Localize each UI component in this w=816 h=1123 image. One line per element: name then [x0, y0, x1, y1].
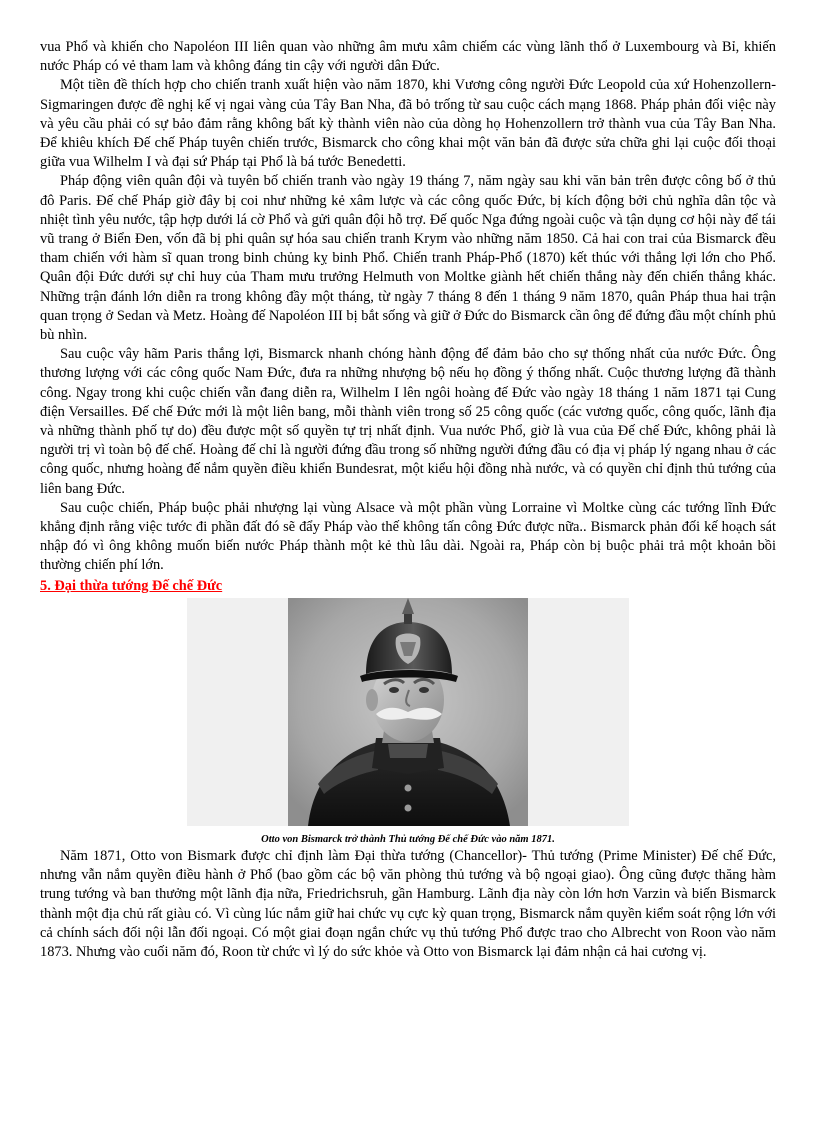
paragraph: vua Phổ và khiến cho Napoléon III liên quan vào những âm mưu xâm chiếm các vùng lãnh thổ ở Luxembourg và Bỉ, khiến nước Pháp có vẻ tham lam và không đáng tin cậy với người dân Đức.: [40, 39, 776, 75]
paragraph: Sau cuộc chiến, Pháp buộc phải nhượng lại vùng Alsace và một phần vùng Lorraine vì Moltke cùng các tướng lĩnh Đức khẳng định rằng việc tước đi phần đất đó sẽ đẩy Pháp vào thế không tấn công Đức được nữa.. Bismarck phản đối kế hoạch sát nhập đó vì ông không muốn biến nước Pháp thành một kẻ thù lâu dài. Ngoài ra, Pháp còn bị buộc phải trả một khoản bồi thường chiến phí lớn.: [40, 499, 776, 574]
figure-caption: Otto von Bismarck trở thành Thủ tướng Đế chế Đức vào năm 1871.: [261, 833, 555, 845]
portrait-photo: [288, 598, 528, 826]
figure: [40, 598, 776, 847]
paragraph: Một tiền đề thích hợp cho chiến tranh xuất hiện vào năm 1870, khi Vương công người Đức Leopold của xứ Hohenzollern-Sigmaringen được đề nghị kế vị ngai vàng của Tây Ban Nha, đã bỏ trống từ sau cuộc cách mạng 1868. Pháp phản đối việc này và yêu cầu phải có sự bảo đảm rằng không bất kỳ thành viên nào của dòng họ Hohenzollern trở thành vua của Tây Ban Nha. Để khiêu khích Đế chế Pháp tuyên chiến trước, Bismarck cho công khai một văn bản đã được sửa chữa ghi lại cuộc đối thoại giữa vua Wilhelm I và đại sứ Pháp tại Phổ là bá tước Benedetti.: [40, 77, 776, 171]
paragraph: Sau cuộc vây hãm Paris thắng lợi, Bismarck nhanh chóng hành động để đảm bảo cho sự thống nhất của nước Đức. Ông thương lượng với các công quốc Nam Đức, đưa ra những nhượng bộ nếu họ đồng ý thống nhất. Cuộc thương lượng đã thành công. Ngay trong khi cuộc chiến vẫn đang diễn ra, Wilhelm I lên ngôi hoàng đế Đức vào ngày 18 tháng 1 năm 1871 tại Cung điện Versailles. Đế chế Đức mới là một liên bang, mỗi thành viên trong số 25 công quốc (các vương quốc, công quốc, lãnh địa và những thành phố tự do) đều được một số quyền tự trị nhất định. Vua nước Phổ, giờ là vua của Đế chế Đức, không phải là người trị vì toàn bộ đế chế. Hoàng đế chỉ là người đứng đầu trong số những người đứng đầu có địa vị pháp lý ngang nhau ở các công quốc, nhưng hoàng đế nắm quyền điều khiển Bundesrat, một kiểu hội đồng nhà nước, và có quyền chỉ định thủ tướng của liên bang Đức.: [40, 346, 776, 497]
figure-frame: [187, 598, 629, 826]
section-heading: 5. Đại thừa tướng Đế chế Đức: [40, 577, 223, 594]
document-page: [40, 38, 776, 962]
paragraph: Pháp động viên quân đội và tuyên bố chiến tranh vào ngày 19 tháng 7, năm ngày sau khi văn bản trên được công bố ở thủ đô Paris. Đế chế Pháp giờ đây bị coi như những kẻ xâm lược và các công quốc Đức, bị kích động bởi chủ nghĩa dân tộc và nhiệt tình yêu nước, tập hợp dưới lá cờ Phổ và gửi quân đội hỗ trợ. Đế quốc Nga đứng ngoài cuộc và tận dụng cơ hội này để tái vũ trang ở Biển Đen, vốn đã bị phi quân sự hóa sau chiến tranh Krym vào những năm 1850. Cả hai con trai của Bismarck đều tham chiến với hàm sĩ quan trong binh chủng kỵ binh Phổ. Chiến tranh Pháp-Phổ (1870) kết thúc với thắng lợi lớn cho Phổ. Quân đội Đức dưới sự chỉ huy của Tham mưu trưởng Helmuth von Moltke giành hết chiến thắng này đến chiến thắng khác. Những trận đánh lớn diễn ra trong không đầy một tháng, từ ngày 7 tháng 8 đến 1 tháng 9 năm 1870, quân Pháp thua hai trận quan trọng ở Sedan và Metz. Hoàng đế Napoléon III bị bắt sống và giữ ở Đức do Bismarck cần ông để đứng đầu một chính phủ bù nhìn.: [40, 173, 776, 344]
paragraph: Năm 1871, Otto von Bismark được chỉ định làm Đại thừa tướng (Chancellor)- Thủ tướng (Prime Minister) Đế chế Đức, nhưng vẫn nắm quyền điều hành ở Phổ (bao gồm các bộ văn phòng thủ tướng và bộ ngoại giao). Ông cũng được thăng hàm trung tướng và ban thưởng một lãnh địa nữa, Friedrichsruh, gần Hamburg. Lãnh địa này còn lớn hơn Varzin và biến Bismarck thành một địa chủ rất giàu có. Vì cùng lúc nắm giữ hai chức vụ cực kỳ quan trọng, Bismarck nắm quyền kiểm soát rộng lớn với cả chính sách đối nội lẫn đối ngoại. Có một giai đoạn ngắn chức vụ thủ tướng Phổ được trao cho Albrecht von Roon vào năm 1873. Nhưng vào cuối năm đó, Roon từ chức vì lý do sức khỏe và Otto von Bismarck lại đảm nhận cả hai cương vị.: [40, 847, 776, 960]
